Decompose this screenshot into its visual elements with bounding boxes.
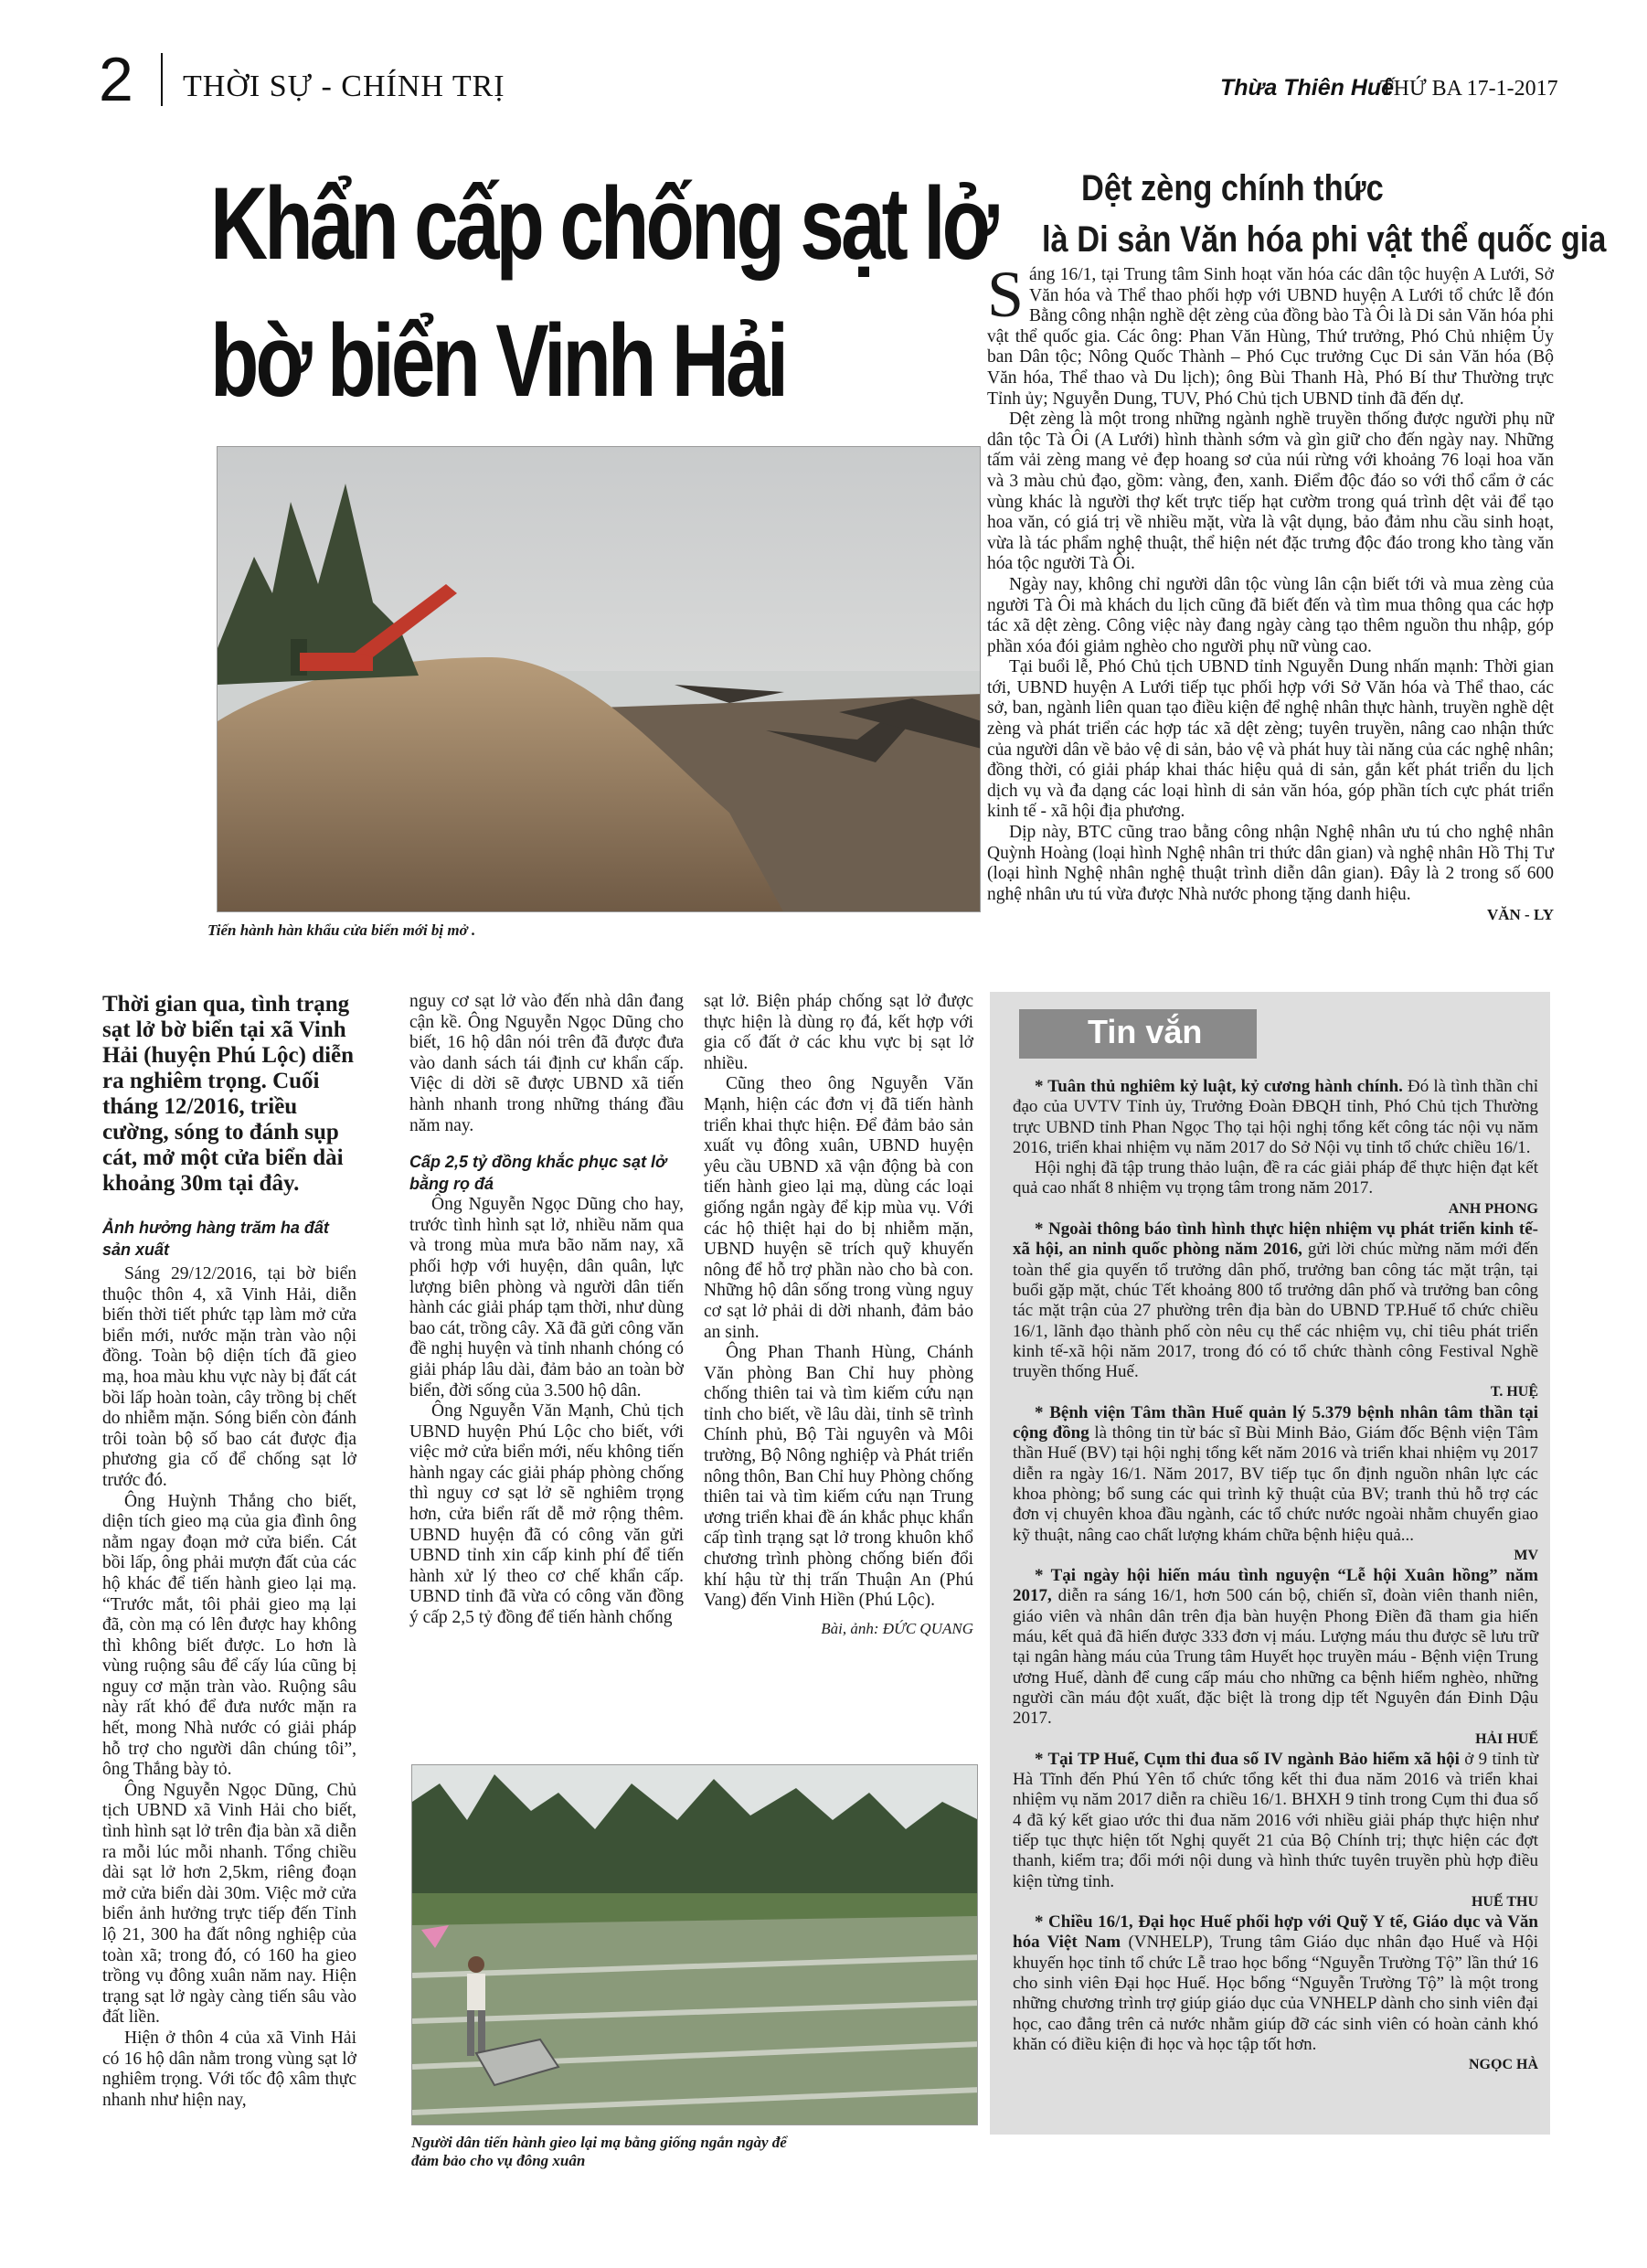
col2-top-paragraph: nguy cơ sạt lở vào đến nhà dân đang cận kề. Ông Nguyễn Ngọc Dũng cho biết, 16 hộ dân nói trên đã được đưa vào danh sách tái định cư khẩn cấp. Việc di dời sẽ được UBND xã tiến hành nhanh trong những tháng đầu năm nay.	[409, 992, 684, 1135]
col3-paragraph: Cũng theo ông Nguyễn Văn Mạnh, hiện các đơn vị đã tiến hành triển khai thực hiện. Để đảm bảo sản xuất vụ đông xuân, UBND huyện yêu cầu UBND xã vận động bà con tiến hành gieo lại mạ, dùng các loại giống ngắn ngày để kịp mùa vụ. Với các hộ thiệt hại do bị nhiễm mặn, UBND huyện sẽ trích quỹ khuyến nông để hỗ trợ phần nào cho bà con. Những hộ dân sống trong vùng nguy cơ sạt lở phải di dời nhanh, đảm bảo an sinh.	[704, 1074, 973, 1342]
photo-farmer-field	[411, 1764, 978, 2125]
news-item-author: ANH PHONG	[1448, 1200, 1538, 1217]
right-paragraph: Dịp này, BTC cũng trao bằng công nhận Nghệ nhân ưu tú cho nghệ nhân Quỳnh Hoàng (loại hình Nghệ nhân tri thức dân gian) và nghệ nhân Hồ Thị Tư (loại hình Nghệ nhân nghệ thuật trình diễn dân gian). Đây là 2 trong số 600 nghệ nhân ưu tú vừa được Nhà nước phong tặng danh hiệu.	[987, 823, 1554, 904]
main-headline-line1: Khẩn cấp chống sạt lở	[210, 166, 995, 281]
news-item-author: NGỌC HÀ	[1469, 2057, 1538, 2073]
lead-paragraph: Thời gian qua, tình trạng sạt lở bờ biển tại xã Vinh Hải (huyện Phú Lộc) diễn ra nghiêm trọng. Cuối tháng 12/2016, triều cường, sóng to đánh sụp cát, mở một cửa biển dài khoảng 30m tại đây.	[102, 992, 355, 1196]
photo1-caption: Tiến hành hàn khẩu cửa biển mới bị mở .	[207, 921, 476, 939]
page-number: 2	[99, 45, 133, 114]
news-brief-title: Tin vắn	[1088, 1013, 1203, 1050]
news-item	[1013, 1566, 1538, 1729]
col3-paragraph: sạt lở. Biện pháp chống sạt lở được thực hiện là dùng rọ đá, kết hợp với gia cố đất ở các khu vực bị sạt lở nhiều.	[704, 992, 973, 1073]
news-brief-list	[1013, 1077, 1538, 2076]
right-paragraph: Tại buổi lễ, Phó Chủ tịch UBND tỉnh Nguyễn Dung nhấn mạnh: Thời gian tới, UBND huyện A Lưới tiếp tục phối hợp với Sở Văn hóa và Thể thao, các sở, ban, ngành liên quan tạo điều kiện để nghệ nhân thực hành, truyền nghề dệt zèng và phát triển các hợp tác xã dệt zèng; tuyên truyền, nâng cao nhận thức của người dân về bảo vệ di sản, bảo vệ và phát huy tài năng của các nghệ nhân; đồng thời, có giải pháp khai thác hiệu quả di sản, gắn kết phát triển du lịch dịch vụ và đa dạng các loại hình di sản văn hóa, góp phần tích cực phát triển kinh tế - xã hội địa phương.	[987, 657, 1554, 822]
right-headline-line2: là Di sản Văn hóa phi vật thể quốc gia	[1042, 219, 1607, 260]
news-item-author: HUẾ THU	[1471, 1893, 1538, 1910]
news-item-lead: * Chiều 16/1, Đại học Huế phối hợp với Quỹ Y tế, Giáo dục và Văn hóa Việt Nam	[1013, 1912, 1538, 1953]
col2-paragraph: Ông Nguyễn Ngọc Dũng cho hay, trước tình hình sạt lở, nhiều năm qua và trong mùa mưa bão năm nay, xã phối hợp với huyện, dân quân, lực lượng biên phòng và người dân tiến hành các giải pháp tạm thời, như dùng bao cát, trồng cây. Xã đã gửi công văn đề nghị huyện và tỉnh nhanh chóng có giải pháp lâu dài, đảm bảo an toàn bờ biển, đời sống của 3.500 hộ dân.	[409, 1195, 684, 1400]
section-title: THỜI SỰ - CHÍNH TRỊ	[183, 69, 505, 103]
news-item-text: gửi lời chúc mừng năm mới đến toàn thể gia quyến tổ trưởng dân phố, trưởng ban công tác mặt trận, tại buổi gặp mặt, chúc Tết khoảng 800 tổ trưởng dân phố và trưởng ban công tác mặt trận của 27 phường trên địa bàn do UBND TP.Huế tổ chức chiều 16/1, lãnh đạo thành phố còn nêu cụ thể các nhiệm vụ, chỉ tiêu phát triển kinh tế-xã hội năm 2017, trong đó có tổ chức thành công Festival Nghề truyền thống Huế.	[1013, 1240, 1538, 1382]
subhead-1: Ảnh hưởng hàng trăm ha đất sản xuất	[102, 1219, 329, 1259]
news-item-author: MV	[1514, 1547, 1538, 1563]
news-item	[1013, 1912, 1538, 2055]
right-paragraph: Ngày nay, không chỉ người dân tộc vùng lân cận biết tới và mua zèng của người Tà Ôi mà khách du lịch cũng đã biết đến và tìm mua thông qua các hợp tác xã dệt zèng. Công việc này đang ngày càng tạo thêm nguồn thu nhập, góp phần xóa đói giảm nghèo cho người phụ nữ vùng cao.	[987, 574, 1554, 656]
farmer-scene-image	[412, 1765, 978, 2125]
news-item	[1013, 1219, 1538, 1382]
news-item-lead: * Tuân thủ nghiêm kỷ luật, kỷ cương hành chính.	[1035, 1077, 1403, 1096]
news-item-text: Đó là tình thần chỉ đạo của UVTV Tỉnh ủy, Trưởng Đoàn ĐBQH tỉnh, Phó Chủ tịch Thường trực UBND tỉnh Phan Ngọc Thọ tại hội nghị tổng kết công tác nội vụ năm 2016, triển khai nhiệm vụ năm 2017 do Sở Nội vụ tỉnh tổ chức chiều 16/1.	[1013, 1077, 1538, 1157]
news-item-author: T. HUỆ	[1490, 1384, 1538, 1400]
beach-scene-image	[218, 447, 981, 912]
news-item-text: là thông tin từ bác sĩ Bùi Minh Bảo, Giám đốc Bệnh viện Tâm thần Huế (BV) tại hội nghị tổng kết năm 2016 và triển khai nhiệm vụ 2017 diễn ra ngày 16/1. Năm 2017, BV tiếp tục ổn định nguồn nhân lực các khoa phòng; bổ sung các qui trình kỹ thuật của BV; tranh thủ hỗ trợ các đơn vị chuyên khoa đầu ngành, các tổ chức nước ngoài nhằm chuyển giao kỹ thuật, nâng cao chất lượng khám chữa bệnh hiệu quả...	[1013, 1423, 1538, 1545]
right-headline	[1042, 163, 1606, 265]
col3-paragraph: Ông Phan Thanh Hùng, Chánh Văn phòng Ban Chỉ huy phòng chống thiên tai và tìm kiếm cứu nạn tỉnh cho biết, về lâu dài, tỉnh sẽ trình Chính phủ, Bộ Tài nguyên và Môi trường, Bộ Nông nghiệp và Phát triển nông thôn, Ban Chỉ huy Phòng chống thiên tai và tìm kiếm cứu nạn Trung ương triển khai đề án khắc phục khẩn cấp tình trạng sạt lở trong khuôn khổ chương trình phòng chống biến đổi khí hậu từ thị trấn Thuận An (Phú Vang) đến Vinh Hiền (Phú Lộc).	[704, 1343, 973, 1611]
right-paragraph: Dệt zèng là một trong những ngành nghề truyền thống được người phụ nữ dân tộc Tà Ôi (A Lưới) hình thành sớm và gìn giữ cho đến ngày nay. Những tấm vải zèng mang vẻ đẹp hoang sơ của núi rừng với khoảng 76 loại hoa văn và 3 màu chủ đạo, gồm: vàng, đen, xanh. Điểm độc đáo so với thổ cẩm ở các vùng khác là người thợ kết trực tiếp hạt cườm trong quá trình dệt vải để tạo hoa văn, có giá trị về nhiều mặt, vừa là vật dụng, bảo đảm nhu cầu sinh hoạt, vừa là tác phẩm nghệ thuật, thể hiện nét đặc trưng độc đáo trong kho tàng văn hóa tộc người Tà Ôi.	[987, 410, 1554, 574]
column-2	[409, 992, 684, 1629]
news-item-lead: * Bệnh viện Tâm thần Huế quản lý 5.379 bệnh nhân tâm thần tại cộng đồng	[1013, 1402, 1538, 1443]
column-1	[102, 992, 356, 2111]
byline-text: Bài, ảnh: ĐỨC QUANG	[821, 1619, 973, 1637]
right-author: VĂN - LY	[1486, 906, 1554, 924]
news-item-lead: * Tại ngày hội hiến máu tình nguyện “Lễ hội Xuân hồng” năm 2017,	[1013, 1566, 1538, 1606]
column-3	[704, 992, 973, 1639]
right-article-body	[987, 258, 1554, 926]
right-first-paragraph: áng 16/1, tại Trung tâm Sinh hoạt văn hóa các dân tộc huyện A Lưới, Sở Văn hóa và Thể thao phối hợp với UBND huyện A Lưới tổ chức lễ đón Bằng công nhận nghề dệt zèng của đồng bào Tà Ôi là Di sản Văn hóa phi vật thể quốc gia. Các ông: Phan Văn Hùng, Thứ trưởng, Phó Chủ nhiệm Ủy ban Dân tộc; Nông Quốc Thành – Phó Cục trưởng Cục Di sản Văn hóa (Bộ Văn hóa, Thể thao và Du lịch); ông Bùi Thanh Hà, Phó Bí thư Thường trực Tỉnh ủy; Nguyễn Dung, TUV, Phó Chủ tịch UBND tỉnh đã đến dự.	[987, 265, 1554, 409]
column-1-text	[102, 1264, 356, 2111]
col1-paragraph: Ông Huỳnh Thắng cho biết, diện tích gieo mạ của gia đình ông nằm ngay đoạn mở cửa biển. Cát bồi lấp, ông phải mượn đất của các hộ khác để tiến hành gieo lại mạ. “Trước mắt, tôi phải gieo mạ lại đã, còn mạ có lên được hay không thì không biết được. Lo hơn là vùng ruộng sâu để cấy lúa cũng bị nguy cơ mặn tràn vào. Ruộng sâu này rất khó để đưa nước mặn ra hết, mong Nhà nước có giải pháp hỗ trợ cho người dân chúng tôi”, ông Thắng bày tỏ.	[102, 1491, 356, 1780]
header-divider	[161, 53, 163, 106]
news-item-lead: * Tại TP Huế, Cụm thi đua số IV ngành Bảo hiểm xã hội	[1035, 1749, 1460, 1769]
news-item	[1013, 1750, 1538, 1892]
drop-cap: S	[987, 258, 1025, 331]
news-item-lead: * Ngoài thông báo tình hình thực hiện nhiệm vụ phát triển kinh tế-xã hội, an ninh quốc phòng năm 2016,	[1013, 1219, 1538, 1260]
main-byline	[704, 1619, 973, 1640]
news-item-extra: Hội nghị đã tập trung thảo luận, đề ra các giải pháp để thực hiện đạt kết quả cao nhất 8 nhiệm vụ trọng tâm trong năm 2017.	[1013, 1158, 1538, 1198]
news-item-text: ở 9 tỉnh từ Hà Tĩnh đến Phú Yên tổ chức tổng kết thi đua năm 2016 và triển khai nhiệm vụ năm 2017 diễn ra chiều 16/1. BHXH 9 tỉnh trong Cụm thi đua số 4 đã ký kết giao ước thi đua năm 2016 với nhiều giải pháp thực hiện như tiếp tục thực hiện tốt Nghị quyết 21 của Bộ Chính trị; thực hiện các đợt thanh, kiểm tra; đổi mới nội dung và hình thức tuyên truyền phù hợp điều kiện từng tỉnh.	[1013, 1749, 1539, 1891]
paper-name: Thừa Thiên Huế	[1220, 75, 1395, 101]
photo2-caption: Người dân tiến hành gieo lại mạ bằng giống ngắn ngày để đảm bảo cho vụ đông xuân	[411, 2134, 787, 2169]
col1-paragraph: Sáng 29/12/2016, tại bờ biển thuộc thôn 4, xã Vinh Hải, diễn biến thời tiết phức tạp làm mở cửa biển mới, nước mặn tràn vào nội đồng. Toàn bộ diện tích đã gieo mạ, hoa màu khu vực này bị đất cát bồi lấp hoàn toàn, cây trồng bị chết do nhiễm mặn. Sóng biển còn đánh trôi toàn bộ số bao cát được địa phương gia cố để chống sạt lở trước đó.	[102, 1264, 356, 1490]
news-item	[1013, 1403, 1538, 1546]
main-headline	[210, 155, 995, 430]
col1-paragraph: Hiện ở thôn 4 của xã Vinh Hải có 16 hộ dân nằm trong vùng sạt lở nghiêm trọng. Với tốc độ xâm thực nhanh như hiện nay,	[102, 2028, 356, 2110]
news-item-text: diễn ra sáng 16/1, hơn 500 cán bộ, chiến sĩ, đoàn viên thanh niên, giáo viên và nhân dân trên địa bàn huyện Phong Điền đã tham gia hiến máu, kết quả đã hiến được 333 đơn vị máu. Lượng máu thu được sẽ lưu trữ tại ngân hàng máu của Trung tâm Huyết học truyền máu - Bệnh viện Trung ương Huế, dành để cung cấp máu cho những ca bệnh hiểm nghèo, những người cần máu đột xuất, đặc biệt là trong dịp tết Nguyên đán Đinh Dậu 2017.	[1013, 1586, 1538, 1729]
col1-paragraph: Ông Nguyễn Ngọc Dũng, Chủ tịch UBND xã Vinh Hải cho biết, tình hình sạt lở trên địa bàn xã diễn ra mỗi lúc mỗi nhanh. Tổng chiều dài sạt lở hơn 2,5km, riêng đoạn mở cửa biển dài 30m. Việc mở cửa biển ảnh hưởng trực tiếp đến Tỉnh lộ 21, 300 ha đất nông nghiệp của toàn xã; trong đó, có 160 ha gieo trồng vụ đông xuân năm nay. Hiện trạng sạt lở ngày càng tiến sâu vào đất liền.	[102, 1780, 356, 2028]
photo-beach-excavator	[217, 446, 981, 912]
main-headline-line2: bờ biển Vinh Hải	[210, 303, 786, 418]
news-item	[1013, 1077, 1538, 1158]
news-item-author: HẢI HUẾ	[1475, 1730, 1538, 1747]
news-item-text: (VNHELP), Trung tâm Giáo dục nhân đạo Huế và Hội khuyến học tỉnh tổ chức Lễ trao học bổng “Nguyễn Trường Tộ” lần thứ 16 cho sinh viên Đại học Huế. Học bổng “Nguyễn Trường Tộ” là một trong những chương trình trợ giúp giáo dục của VNHELP dành cho sinh viên đại học, cao đẳng trên cả nước nhằm giúp đỡ các sinh viên có hoàn cảnh khó khăn có điều kiện đi học và học tập tốt hơn.	[1013, 1933, 1538, 2054]
subhead-2: Cấp 2,5 tỷ đồng khắc phục sạt lở bằng rọ đá	[409, 1153, 667, 1194]
issue-date: THỨ BA 17-1-2017	[1380, 77, 1558, 101]
col2-paragraph: Ông Nguyễn Văn Mạnh, Chủ tịch UBND huyện Phú Lộc cho biết, với việc mở cửa biển mới, nếu không tiến hành ngay các giải pháp phòng chống thì nguy cơ sạt lở sẽ nghiêm trọng hơn, cửa biển rất dễ mở rộng thêm. UBND huyện đã có công văn gửi UBND tỉnh xin cấp kinh phí để tiến hành xử lý theo cơ chế khẩn cấp. UBND tỉnh đã vừa có công văn đồng ý cấp 2,5 tỷ đồng để tiến hành chống	[409, 1401, 684, 1628]
right-headline-line1: Dệt zèng chính thức	[1081, 168, 1384, 208]
